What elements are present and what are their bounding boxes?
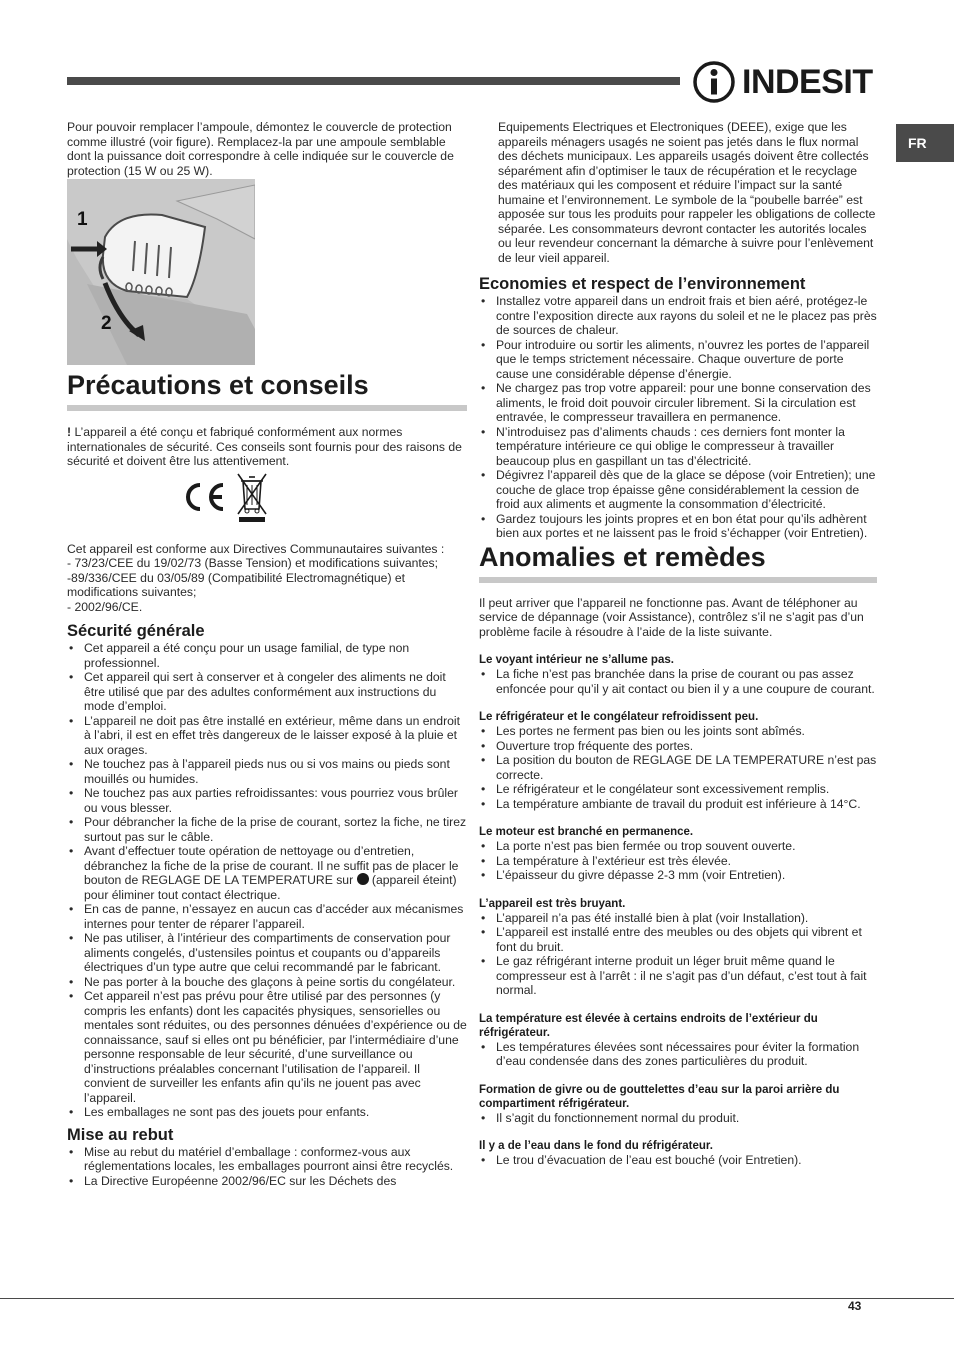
rebut-list — [67, 1145, 467, 1189]
list-item: • Le gaz réfrigérant interne produit un léger bruit même quand le compresseur est à l’arrêt : il ne s’agit pas d’un défaut, c’est tout à fait normal. — [479, 954, 877, 998]
problem-title: La température est élevée à certains endroits de l’extérieur du réfrigérateur. — [479, 1012, 818, 1039]
list-item: • Ne pas utiliser, à l’intérieur des compartiments de conservation pour aliments congelés, d’ustensiles pointus et coupants ou d’appareils électriques d’un type autre que celui recommandé par le fabricant. — [67, 931, 467, 975]
list-item: • La température ambiante de travail du produit est inférieure à 14°C. — [479, 797, 877, 812]
list-item: • Cet appareil n’est pas prévu pour être utilisé par des personnes (y compris les enfants) dont les capacités physiques, sensorielles ou mentales sont réduites, ou des personnes dénuées d’expérience ou de connaissance, sauf si elles ont pu bénéficier, par l’intermédiaire d’une personne responsable de leur sécurité, d’une surveillance ou d’instructions préalables concernant l’utilisation de l’appareil. Il convient de surveiller les enfants afin qu’ils ne jouent pas avec l’appareil. — [67, 989, 467, 1105]
conformity-text — [67, 542, 467, 615]
precautions-title: Précautions et conseils — [67, 369, 467, 411]
problem-block — [479, 653, 877, 696]
problem-title: Le voyant intérieur ne s’allume pas. — [479, 654, 674, 666]
list-item: • La position du bouton de REGLAGE DE LA TEMPERATURE n’est pas correcte. — [479, 753, 877, 782]
list-item: • La Directive Européenne 2002/96/EC sur les Déchets des — [67, 1174, 467, 1189]
list-item: • Il s’agit du fonctionnement normal du produit. — [479, 1111, 877, 1126]
list-item: • Installez votre appareil dans un endroit frais et bien aéré, protégez-le contre l’exposition directe aux rayons du soleil et ne le placez pas près de sources de chaleur. — [479, 294, 877, 338]
list-item: • La fiche n’est pas branchée dans la prise de courant ou pas assez enfoncée pour qu’il y ait contact ou bien il y a une coupure de courant. — [479, 667, 877, 696]
brand-name: INDESIT — [742, 62, 873, 101]
list-item: • Ouverture trop fréquente des portes. — [479, 739, 877, 754]
conformity-line: -89/336/CEE du 03/05/89 (Compatibilité Electromagnétique) et modifications suivantes; — [67, 570, 406, 599]
list-item: • La porte n’est pas bien fermée ou trop souvent ouverte. — [479, 839, 877, 854]
list-item: • Les températures élevées sont nécessaires pour éviter la formation d’eau condensée dans des zones particulières du produit. — [479, 1040, 877, 1069]
warning-mark: ! — [67, 425, 72, 439]
problem-block — [479, 897, 877, 998]
list-item: • Gardez toujours les joints propres et en bon état pour qu’ils adhèrent bien aux portes et ne laissent pas le froid s’échapper (voir Entretien). — [479, 512, 877, 541]
conformity-line: - 2002/96/CE. — [67, 599, 143, 614]
anomalies-title: Anomalies et remèdes — [479, 541, 877, 583]
figure-label-1: 1 — [77, 209, 88, 230]
list-item: • L’appareil ne doit pas être installé en extérieur, même dans un endroit à l’abri, il est en effet très dangereux de le laisser exposé à la pluie et aux orages. — [67, 714, 467, 758]
list-item: • Pour introduire ou sortir les aliments, n’ouvrez les portes de l’appareil que le temps strictement nécessaire. Chaque ouverture de porte cause une considérable dépense d’énergie. — [479, 338, 877, 382]
lamp-cover-illustration-icon — [67, 179, 255, 365]
list-item: • L’appareil est installé entre des meubles ou des objets qui vibrent et font du bruit. — [479, 925, 877, 954]
bulb-cover-figure — [67, 179, 255, 365]
list-item: • Les emballages ne sont pas des jouets pour enfants. — [67, 1105, 467, 1120]
crossed-bin-icon — [235, 471, 269, 523]
problem-block — [479, 1139, 877, 1168]
language-tab: FR — [896, 124, 954, 162]
list-item: • Ne pas porter à la bouche des glaçons à peine sortis du congélateur. — [67, 975, 467, 990]
list-item: • Cet appareil a été conçu pour un usage familial, de type non professionnel. — [67, 641, 467, 670]
list-item: • L’épaisseur du givre dépasse 2-3 mm (voir Entretien). — [479, 868, 877, 883]
list-item: • La température à l’extérieur est très élevée. — [479, 854, 877, 869]
eco-list — [479, 294, 877, 541]
list-item: • Ne touchez pas aux parties refroidissantes: vous pourriez vous brûler ou vous blesser. — [67, 786, 467, 815]
list-item: • Le réfrigérateur et le congélateur sont excessivement remplis. — [479, 782, 877, 797]
problem-title: Formation de givre ou de gouttelettes d’eau sur la paroi arrière du compartiment réfrigérateur. — [479, 1083, 840, 1110]
problem-title: Le moteur est branché en permanence. — [479, 826, 694, 838]
list-item: • Ne touchez pas à l’appareil pieds nus ou si vos mains ou pieds sont mouillés ou humides. — [67, 757, 467, 786]
list-item: • N’introduisez pas d’aliments chauds : ces derniers font monter la température intérieure ce qui oblige le compresseur à travailler beaucoup plus en gaspillant un tas d’électricité. — [479, 425, 877, 469]
figure-label-2: 2 — [101, 313, 112, 334]
footer-rule — [0, 1298, 954, 1299]
eco-title: Economies et respect de l’environnement — [479, 275, 806, 293]
brand-logo — [692, 58, 873, 106]
page-number: 43 — [848, 1299, 862, 1313]
list-item: • Le trou d’évacuation de l’eau est bouché (voir Entretien). — [479, 1153, 877, 1168]
conformity-line: - 73/23/CEE du 19/02/73 (Basse Tension) et modifications suivantes; — [67, 556, 439, 570]
list-item: • Avant d’effectuer toute opération de nettoyage ou d’entretien, débranchez la fiche de la prise de courant. Il ne suffit pas de placer le bouton de REGLAGE DE LA TEMPERATURE sur (appareil éteint) pour éliminer tout contact électrique. — [67, 844, 467, 902]
list-item: • Dégivrez l’appareil dès que de la glace se dépose (voir Entretien); une couche de glace trop épaisse gêne considérablement la cession de froid aux aliments et augmente la consommation d’électricité. — [479, 468, 877, 512]
problem-block — [479, 1083, 877, 1126]
conformity-line: Cet appareil est conforme aux Directives Communautaires suivantes : — [67, 541, 445, 556]
indesit-i-icon — [692, 60, 736, 104]
bulb-intro: Pour pouvoir remplacer l’ampoule, démontez le couvercle de protection comme illustré (voir figure). Remplacez-la par une ampoule semblable dont la puissance doit correspondre à celle indiquée sur le couvercle de protection (15 W ou 25 W). — [67, 120, 454, 178]
left-column — [67, 120, 467, 1188]
problem-title: Le réfrigérateur et le congélateur refroidissent peu. — [479, 711, 759, 723]
right-column — [479, 120, 877, 1168]
list-item: • Les portes ne ferment pas bien ou les joints sont abîmés. — [479, 724, 877, 739]
problem-block — [479, 710, 877, 811]
off-dot-icon — [357, 873, 369, 885]
deee-continuation: Equipements Electriques et Electroniques (DEEE), exige que les appareils ménagers usagés ne soient pas jetés dans le flux normal des déchets municipaux. Les appareils usagés doivent être collectés séparément afin d’optimiser le taux de récupération et le recyclage des matériaux qui les composent et réduire l’impact sur la santé humaine et l’environnement. Le symbole de la “poubelle barrée” est apposée sur tous les produits pour rappeler les obligations de collecte séparée. Les consommateurs devront contacter les autorités locales ou leur revendeur concernant la démarche à suivre pour l’enlèvement de leur vieil appareil. — [498, 120, 876, 265]
anomalies-intro: Il peut arriver que l’appareil ne fonctionne pas. Avant de téléphoner au service de dépannage (voir Assistance), contrôlez s’il ne s’agit pas d’un problème facile à résoudre à l’aide de la liste suivante. — [479, 595, 864, 639]
precautions-intro: ! L’appareil a été conçu et fabriqué conformément aux normes internationales de sécurité. Ces conseils sont fournis pour des raisons de sécurité et doivent être lus attentivement. — [67, 425, 462, 468]
problem-title: Il y a de l’eau dans le fond du réfrigérateur. — [479, 1140, 713, 1152]
list-item: • Ne chargez pas trop votre appareil: pour une bonne conservation des aliments, le froid doit pouvoir circuler librement. Si la circulation est entravée, le compresseur travaillera en permanence. — [479, 381, 877, 425]
list-item: • Pour débrancher la fiche de la prise de courant, sortez la fiche, ne tirez surtout pas sur le câble. — [67, 815, 467, 844]
list-item: • L’appareil n’a pas été installé bien à plat (voir Installation). — [479, 911, 877, 926]
ce-mark-icon — [181, 481, 227, 513]
problem-title: L’appareil est très bruyant. — [479, 897, 626, 910]
problem-block — [479, 825, 877, 883]
securite-list — [67, 641, 467, 1120]
certification-marks — [181, 469, 467, 525]
rebut-title: Mise au rebut — [67, 1125, 174, 1144]
problem-block — [479, 1012, 877, 1069]
list-item: • Mise au rebut du matériel d’emballage : conformez-vous aux réglementations locales, les emballages pourront ainsi être recyclés. — [67, 1145, 467, 1174]
securite-title: Sécurité générale — [67, 622, 205, 640]
list-item: • Cet appareil qui sert à conserver et à congeler des aliments ne doit être utilisé que par des adultes conformément aux instructions du mode d’emploi. — [67, 670, 467, 714]
list-item: • En cas de panne, n’essayez en aucun cas d’accéder aux mécanismes internes pour tenter de réparer l’appareil. — [67, 902, 467, 931]
header-rule — [67, 77, 680, 85]
precautions-section — [67, 369, 467, 411]
